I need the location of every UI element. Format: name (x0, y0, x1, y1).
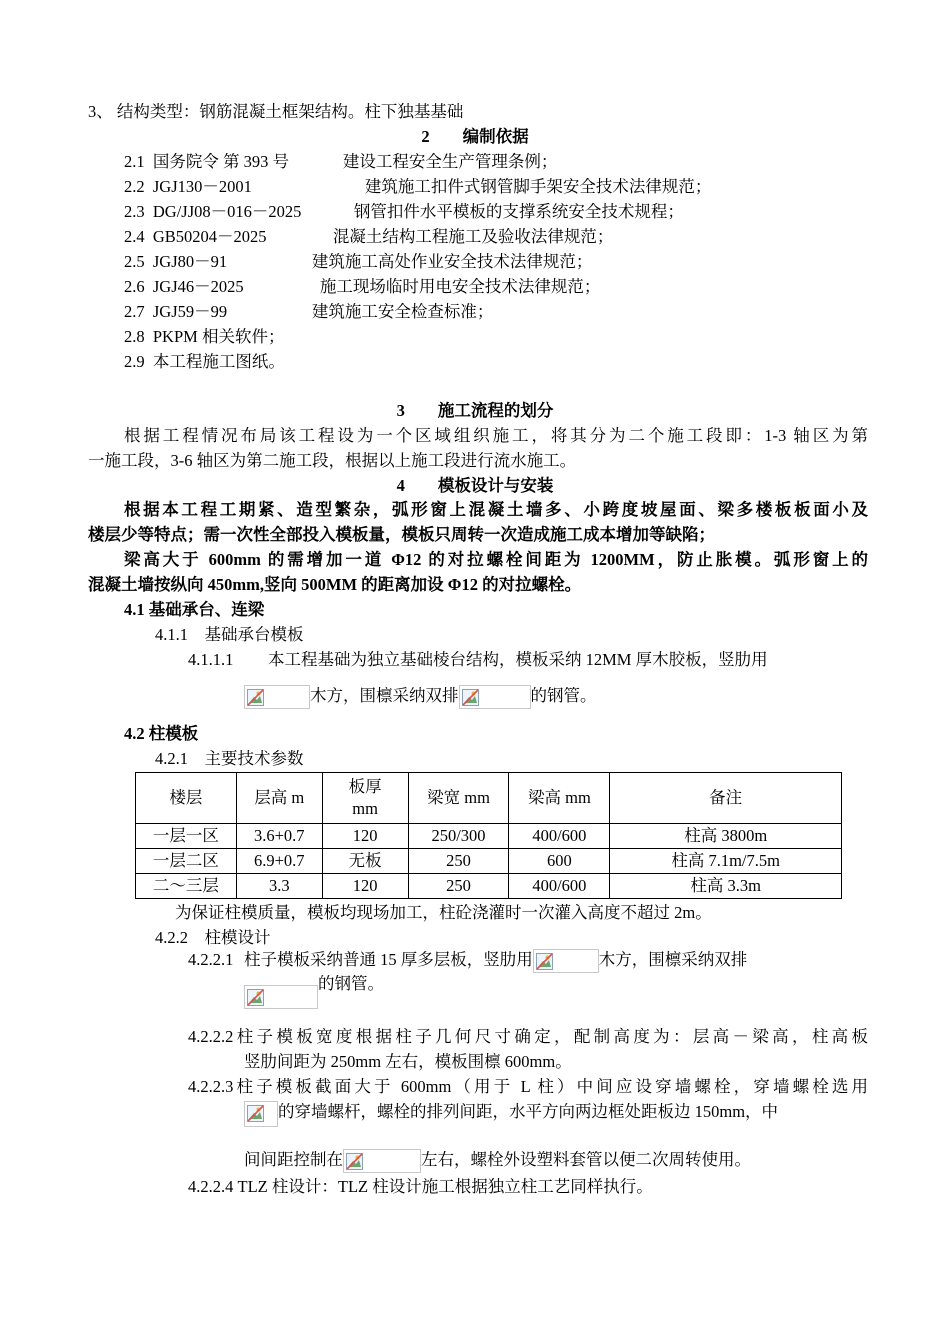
table-cell: 3.6+0.7 (236, 824, 322, 849)
table-cell: 柱高 7.1m/7.5m (610, 849, 842, 874)
embedded-image (343, 1149, 421, 1173)
embedded-image (459, 685, 531, 709)
broken-image-icon (536, 953, 553, 970)
table-header-cell: 板厚 mm (322, 773, 408, 824)
table-cell: 600 (509, 849, 610, 874)
ref-item: 2.5 JGJ80－91 建筑施工高处作业安全技术法律规范； (124, 252, 593, 271)
heading-4-2: 4.2 柱模板 (124, 724, 199, 743)
heading-4-formwork: 4 模板设计与安装 (396, 476, 554, 495)
embedded-image (244, 1101, 278, 1127)
para-4-2-2-1-line1: 4.2.2.1 柱子模板采纳普通 15 厚多层板，竖肋用 木方，围檩采纳双排 (188, 949, 868, 973)
structure-type-line: 3、 结构类型：钢筋混凝土框架结构。柱下独基基础 (88, 102, 464, 121)
ref-item: 2.8 PKPM 相关软件； (124, 327, 285, 346)
ref-item: 2.6 JGJ46－2025 施工现场临时用电安全技术法律规范； (124, 277, 601, 296)
heading-3-process: 3 施工流程的划分 (396, 401, 554, 420)
table-cell: 无板 (322, 849, 408, 874)
para-4-2-2-4: 4.2.2.4 TLZ 柱设计：TLZ 柱设计施工根据独立柱工艺同样执行。 (188, 1177, 653, 1196)
para-4-2-2-2-line1: 4.2.2.2柱子模板宽度根据柱子几何尺寸确定，配制高度为：层高－梁高，柱高板 (188, 1027, 868, 1046)
embedded-image (533, 949, 599, 973)
table-header-cell: 层高 m (236, 773, 322, 824)
table-cell: 120 (322, 824, 408, 849)
ref-item: 2.2 JGJ130－2001 建筑施工扣件式钢管脚手架安全技术法律规范； (124, 177, 712, 196)
para-4-2-2-3-line1: 4.2.2.3柱子模板截面大于 600mm（用于 L 柱）中间应设穿墙螺栓，穿墙螺栓选用 (188, 1077, 868, 1096)
table-header-row (136, 773, 842, 824)
broken-image-icon (346, 1153, 363, 1170)
table-row (136, 874, 842, 899)
formwork-paragraph-line: 梁高大于 600mm 的需增加一道 Φ12 的对拉螺栓间距为 1200MM，防止胀模。弧形窗上的 (124, 550, 868, 569)
para-4-2-2-3-line3: 间间距控制在 左右，螺栓外设塑料套管以便二次周转使用。 (244, 1149, 751, 1173)
table-cell: 6.9+0.7 (236, 849, 322, 874)
heading-4-2-2: 4.2.2 柱模设计 (155, 928, 271, 947)
table-header-cell: 梁高 mm (509, 773, 610, 824)
embedded-image (244, 985, 318, 1009)
table-cell: 400/600 (509, 874, 610, 899)
formwork-paragraph-line: 根据本工程工期紧、造型繁杂，弧形窗上混凝土墙多、小跨度坡屋面、梁多楼板板面小及 (124, 500, 868, 519)
para-4-2-2-3-line2: 的穿墙螺杆，螺栓的排列间距，水平方向两边框处距板边 150mm，中 (244, 1101, 778, 1127)
table-header-cell: 梁宽 mm (408, 773, 509, 824)
heading-2-basis: 2 编制依据 (421, 127, 529, 146)
process-paragraph-line: 根据工程情况布局该工程设为一个区域组织施工，将其分为二个施工段即：1-3 轴区为第 (124, 426, 868, 445)
formwork-paragraph-line: 混凝土墙按纵向 450mm,竖向 500MM 的距离加设 Φ12 的对拉螺栓。 (88, 575, 582, 594)
ref-item: 2.9 本工程施工图纸。 (124, 352, 285, 371)
table-cell: 一层一区 (136, 824, 237, 849)
para-4-1-1-1-line2: 木方，围檩采纳双排 的钢管。 (244, 685, 597, 709)
broken-image-icon (247, 1105, 264, 1122)
table-cell: 250/300 (408, 824, 509, 849)
heading-4-1: 4.1 基础承台、连梁 (124, 600, 265, 619)
broken-image-icon (247, 989, 264, 1006)
ref-item: 2.7 JGJ59－99 建筑施工安全检查标准； (124, 302, 494, 321)
ref-item: 2.1 国务院令 第 393 号 建设工程安全生产管理条例； (124, 152, 558, 171)
table-row (136, 824, 842, 849)
table-cell: 二～三层 (136, 874, 237, 899)
embedded-image (244, 685, 310, 709)
ref-item: 2.3 DG/JJ08－016－2025 钢管扣件水平模板的支撑系统安全技术规程； (124, 202, 684, 221)
table-header-cell: 备注 (610, 773, 842, 824)
after-table-note: 为保证柱模质量，模板均现场加工，柱砼浇灌时一次灌入高度不超过 2m。 (175, 903, 712, 922)
para-4-2-2-2-line2: 竖肋间距为 250mm 左右，模板围檩 600mm。 (244, 1052, 572, 1071)
table-cell: 3.3 (236, 874, 322, 899)
broken-image-icon (462, 689, 479, 706)
table-cell: 400/600 (509, 824, 610, 849)
table-cell: 250 (408, 849, 509, 874)
table-cell: 一层二区 (136, 849, 237, 874)
table-cell: 柱高 3800m (610, 824, 842, 849)
broken-image-icon (247, 689, 264, 706)
table-cell: 250 (408, 874, 509, 899)
table-header-cell: 楼层 (136, 773, 237, 824)
heading-4-1-1: 4.1.1 基础承台模板 (155, 625, 304, 644)
table-row (136, 849, 842, 874)
para-4-1-1-1-line1: 4.1.1.1 本工程基础为独立基础棱台结构，模板采纳 12MM 厚木胶板，竖肋用 (188, 650, 768, 669)
table-cell: 120 (322, 874, 408, 899)
technical-parameters-table (135, 772, 842, 899)
process-paragraph-line: 一施工段，3-6 轴区为第二施工段，根据以上施工段进行流水施工。 (88, 451, 577, 470)
formwork-paragraph-line: 楼层少等特点；需一次性全部投入模板量，模板只周转一次造成施工成本增加等缺陷； (88, 525, 715, 544)
ref-item: 2.4 GB50204－2025 混凝土结构工程施工及验收法律规范； (124, 227, 614, 246)
heading-4-2-1: 4.2.1 主要技术参数 (155, 749, 304, 768)
table-cell: 柱高 3.3m (610, 874, 842, 899)
para-4-2-2-1-line2: 的钢管。 (244, 985, 384, 1009)
